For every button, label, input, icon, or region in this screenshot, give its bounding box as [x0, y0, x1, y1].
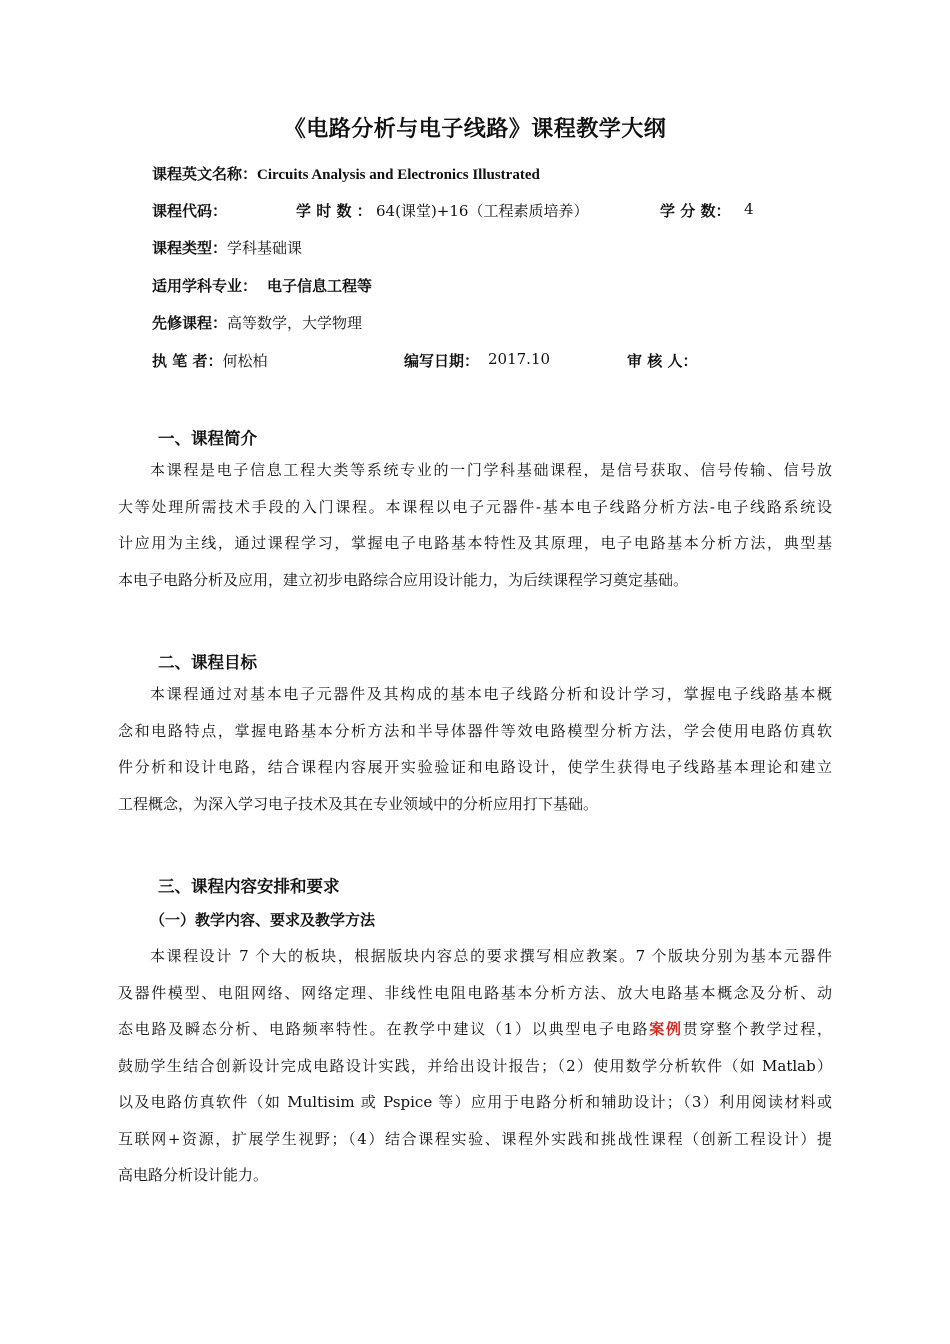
date-label: 编写日期：: [404, 352, 480, 370]
document-title: 《电路分析与电子线路》课程教学大纲: [283, 117, 667, 142]
meta-major: [152, 275, 372, 296]
paragraph-line: 互联网+资源，扩展学生视野；（4）结合课程实验、课程外实践和挑战性课程（创新工程设计）提: [118, 1129, 832, 1148]
section2-heading: 二、课程目标: [158, 653, 257, 672]
highlighted-term: 案例: [649, 1020, 683, 1038]
paragraph-line: 念和电路特点，掌握电路基本分析方法和半导体器件等效电路模型分析方法，学会使用电路仿真软: [118, 721, 832, 740]
paragraph-line: 本课程是电子信息工程大类等系统专业的一门学科基础课程，是信号获取、信号传输、信号放: [150, 461, 832, 479]
paragraph-line: 计应用为主线，通过课程学习，掌握电子电路基本特性及其原理，电子电路基本分析方法，典型基: [118, 534, 832, 552]
section3-paragraph: [118, 938, 832, 1194]
section3-subheading: （一）教学内容、要求及教学方法: [150, 911, 376, 929]
course-type-value: 学科基础课: [227, 239, 303, 257]
prereq-value: 高等数学，大学物理: [227, 314, 363, 332]
credits-label: 学 分 数：: [660, 202, 731, 220]
section2-paragraph: [118, 676, 832, 822]
credits-value: 4: [744, 200, 754, 218]
author-value: 何松柏: [222, 352, 268, 370]
paragraph-line: 以及电路仿真软件（如 Multisim 或 Pspice 等）应用于电路分析和辅助设计；（3）利用阅读材料或: [118, 1093, 832, 1111]
date-value: 2017.10: [488, 350, 551, 368]
hours-label: 学 时 数 ：: [296, 202, 372, 220]
paragraph-line-with-highlight: [118, 1011, 832, 1048]
paragraph-line: 及器件模型、电阻网络、网络定理、非线性电阻电路基本分析方法、放大电路基本概念及分析、动: [118, 983, 832, 1002]
meta-author-date-reviewer: [152, 350, 852, 371]
section1-heading: 一、课程简介: [158, 429, 257, 448]
line-text: 贯穿整个教学过程，: [682, 1020, 832, 1038]
section1-paragraph: [118, 452, 832, 598]
reviewer-label: 审 核 人：: [627, 352, 698, 370]
prereq-label: 先修课程：: [152, 314, 228, 332]
meta-prerequisites: [152, 312, 362, 333]
paragraph-line: 大等处理所需技术手段的入门课程。本课程以电子元器件-基本电子线路分析方法-电子线路系统设: [118, 497, 832, 516]
course-type-label: 课程类型：: [152, 239, 228, 257]
paragraph-line: 鼓励学生结合创新设计完成电路设计实践，并给出设计报告；（2）使用数学分析软件（如 Matlab）: [118, 1056, 832, 1075]
meta-course-type: [152, 237, 302, 258]
english-name-label: 课程英文名称：: [152, 165, 258, 183]
paragraph-line: 本课程通过对基本电子元器件及其构成的基本电子线路分析和设计学习，掌握电子线路基本概: [150, 685, 832, 703]
meta-english-name: [152, 163, 540, 184]
paragraph-line: 高电路分析设计能力。: [118, 1166, 269, 1184]
meta-code-hours-credits: [152, 200, 852, 221]
line-text: 态电路及瞬态分析、电路频率特性。在教学中建议（1）以典型电子电路: [118, 1020, 650, 1038]
major-label: 适用学科专业：: [152, 277, 258, 295]
paragraph-line: 工程概念，为深入学习电子技术及其在专业领域中的分析应用打下基础。: [118, 794, 599, 813]
course-code-label: 课程代码：: [152, 202, 228, 220]
paragraph-line: 件分析和设计电路，结合课程内容展开实验验证和电路设计，使学生获得电子线路基本理论和建立: [118, 758, 832, 776]
paragraph-line: 本电子电路分析及应用，建立初步电路综合应用设计能力，为后续课程学习奠定基础。: [118, 570, 689, 589]
author-label: 执 笔 者：: [152, 352, 223, 370]
major-value: 电子信息工程等: [267, 277, 373, 295]
paragraph-line: 本课程设计 7 个大的板块，根据版块内容总的要求撰写相应教案。7 个版块分别为基本元器件: [150, 947, 832, 965]
section3-heading: 三、课程内容安排和要求: [158, 877, 340, 896]
hours-value: 64(课堂)+16（工程素质培养）: [376, 202, 589, 220]
english-name-value: Circuits Analysis and Electronics Illustrated: [257, 167, 540, 183]
